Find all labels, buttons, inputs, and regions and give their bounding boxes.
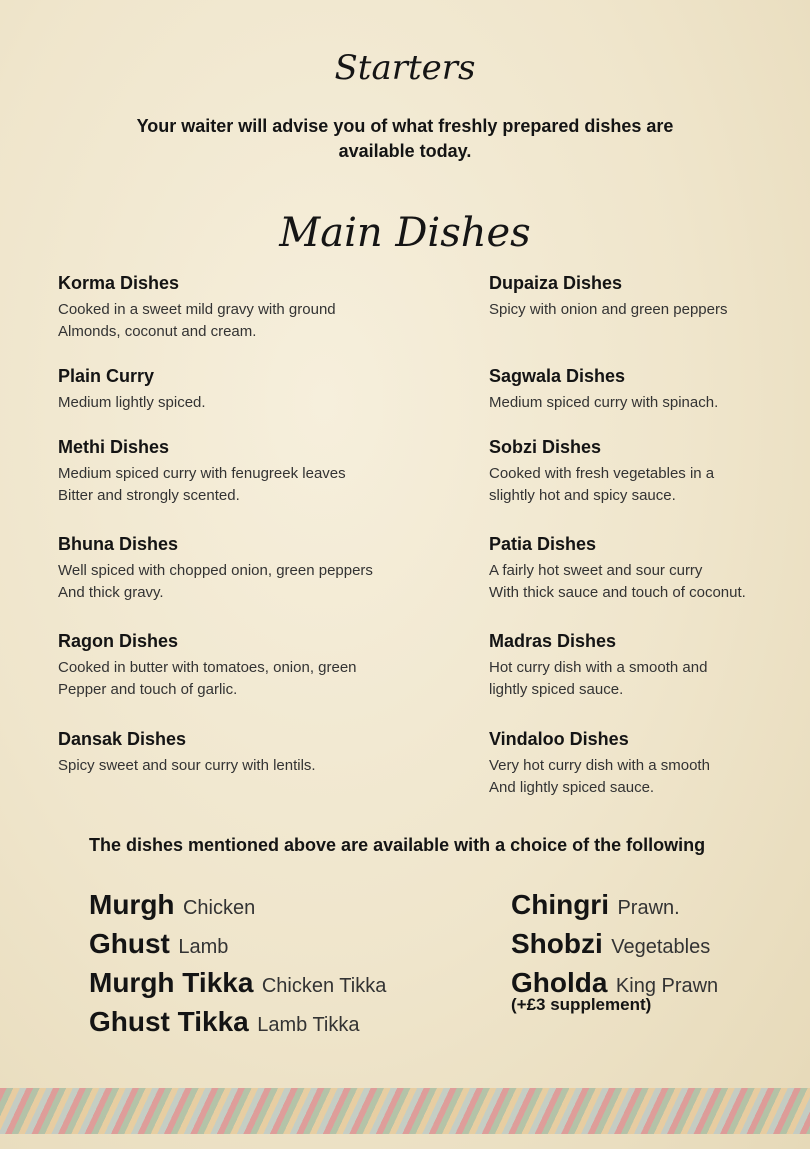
dish-item — [489, 272, 809, 321]
choices-right-list — [511, 885, 718, 1014]
dish-item — [58, 533, 378, 604]
choice-name: Gholda — [511, 967, 608, 998]
dish-description: Medium lightly spiced. — [58, 394, 206, 411]
dish-item — [58, 272, 378, 343]
choices-heading: The dishes mentioned above are available with a choice of the following — [89, 835, 706, 855]
choice-translation: Chicken Tikka — [261, 975, 387, 997]
starters-title: Starters — [334, 48, 476, 88]
dish-name: Vindaloo Dishes — [489, 729, 629, 749]
choice-translation: Prawn. — [617, 897, 680, 919]
choice-item — [89, 885, 386, 924]
choice-translation: Lamb — [178, 936, 229, 958]
dish-name: Dupaiza Dishes — [489, 273, 623, 293]
dish-item — [58, 436, 378, 507]
choice-name: Chingri — [511, 889, 609, 920]
dish-name: Plain Curry — [58, 366, 155, 386]
dish-description: Very hot curry dish with a smooth And lightly spiced sauce. — [489, 757, 710, 796]
dish-item — [489, 365, 809, 414]
dish-description: Spicy sweet and sour curry with lentils. — [58, 757, 316, 774]
choice-name: Ghust — [89, 928, 170, 959]
main-dishes-title: Main Dishes — [279, 210, 531, 256]
dish-item — [58, 728, 378, 777]
dish-description: Cooked in butter with tomatoes, onion, green Pepper and touch of garlic. — [58, 659, 357, 698]
dish-name: Madras Dishes — [489, 631, 617, 651]
choice-translation: Vegetables — [611, 936, 711, 958]
choice-translation: King Prawn — [615, 975, 719, 997]
dish-description: Cooked in a sweet mild gravy with ground Almonds, coconut and cream. — [58, 301, 336, 340]
dish-description: Hot curry dish with a smooth and lightly spiced sauce. — [489, 659, 708, 698]
dish-name: Korma Dishes — [58, 273, 180, 293]
decorative-floral-border — [0, 1088, 810, 1134]
dish-name: Bhuna Dishes — [58, 534, 179, 554]
dish-description: A fairly hot sweet and sour curry With thick sauce and touch of coconut. — [489, 562, 746, 601]
choice-item — [89, 963, 386, 1002]
starters-note: Your waiter will advise you of what freshly prepared dishes are available today. — [136, 116, 674, 161]
choice-name: Murgh Tikka — [89, 967, 254, 998]
dish-name: Sagwala Dishes — [489, 366, 626, 386]
dish-item — [58, 630, 378, 701]
supplement-note: (+£3 supplement) — [511, 995, 652, 1014]
dish-name: Patia Dishes — [489, 534, 597, 554]
dish-item — [489, 728, 809, 799]
choice-translation: Lamb Tikka — [257, 1014, 360, 1036]
dish-description: Medium spiced curry with spinach. — [489, 394, 719, 411]
dish-description: Spicy with onion and green peppers — [489, 301, 728, 318]
choice-name: Ghust Tikka — [89, 1006, 249, 1037]
dish-name: Ragon Dishes — [58, 631, 179, 651]
dish-item — [489, 436, 809, 507]
choice-item — [511, 885, 718, 924]
dish-item — [489, 630, 809, 701]
dish-name: Methi Dishes — [58, 437, 170, 457]
dish-name: Sobzi Dishes — [489, 437, 602, 457]
choice-item — [89, 924, 386, 963]
choice-item — [89, 1002, 386, 1041]
dish-name: Dansak Dishes — [58, 729, 187, 749]
choice-name: Murgh — [89, 889, 175, 920]
dish-description: Cooked with fresh vegetables in a slightly hot and spicy sauce. — [489, 465, 715, 504]
choice-name: Shobzi — [511, 928, 603, 959]
dish-description: Well spiced with chopped onion, green peppers And thick gravy. — [58, 562, 373, 601]
choice-item — [511, 924, 718, 963]
choices-left-list — [89, 885, 386, 1041]
dish-description: Medium spiced curry with fenugreek leaves Bitter and strongly scented. — [58, 465, 346, 504]
choice-translation: Chicken — [182, 897, 256, 919]
dish-item — [489, 533, 809, 604]
dish-item — [58, 365, 378, 414]
